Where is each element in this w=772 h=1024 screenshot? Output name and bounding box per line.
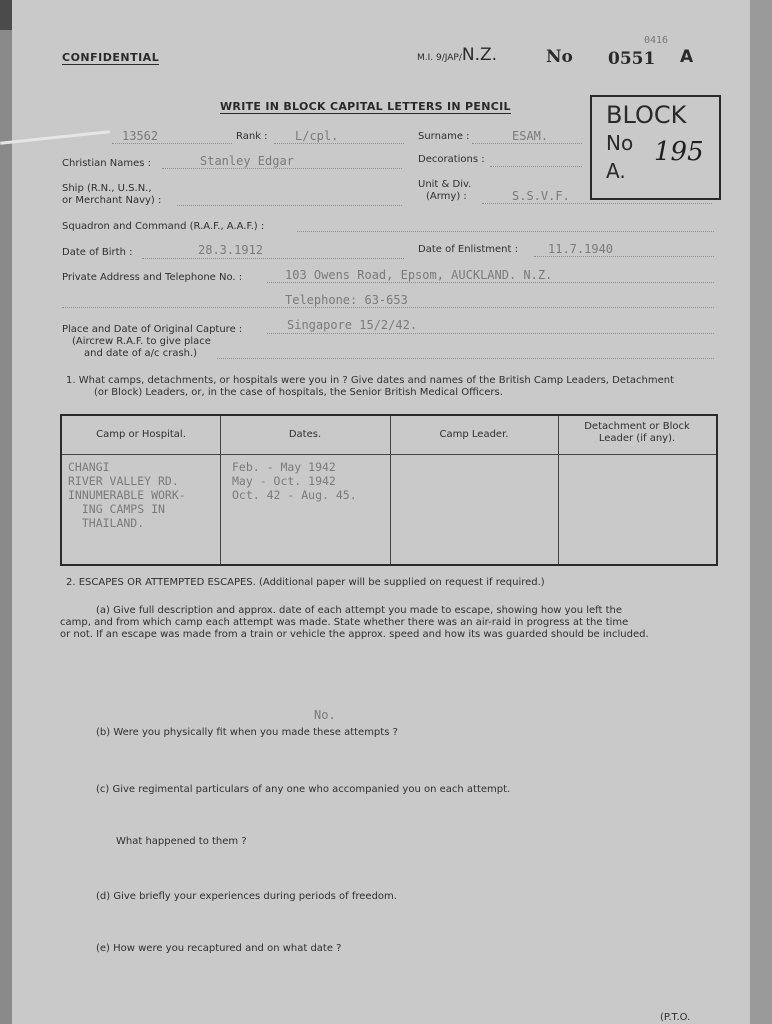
capture-line-2 xyxy=(217,358,714,359)
form-page xyxy=(12,0,750,1024)
unit-value: S.S.V.F. xyxy=(512,189,570,203)
rank-value: L/cpl. xyxy=(295,129,339,143)
country-code: N.Z. xyxy=(461,45,498,65)
table-divider-3 xyxy=(558,416,559,564)
enlistment-label: Date of Enlistment : xyxy=(418,244,518,255)
ship-line xyxy=(177,205,402,206)
question2-title: 2. ESCAPES OR ATTEMPTED ESCAPES. (Additional paper will be supplied on request if required.) xyxy=(66,577,545,588)
capture-value: Singapore 15/2/42. xyxy=(287,318,418,332)
unit-label-line2: (Army) : xyxy=(426,191,467,202)
question1-line1: 1. What camps, detachments, or hospitals were you in ? Give dates and names of the British Camp Leaders, Detachment xyxy=(66,375,675,386)
service-number-line xyxy=(112,143,232,144)
form-ref-code: M.I. 9/JAP/ xyxy=(417,53,462,63)
table-header-camp: Camp or Hospital. xyxy=(96,429,186,440)
rank-label: Rank : xyxy=(236,131,268,142)
number-superscript: 0416 xyxy=(644,35,669,46)
enlistment-value: 11.7.1940 xyxy=(548,242,614,256)
confidential-label: CONFIDENTIAL xyxy=(62,51,160,64)
table-header-detachment-leader: Detachment or Block Leader (if any). xyxy=(584,421,690,444)
capture-label-line2: (Aircrew R.A.F. to give place xyxy=(72,336,211,347)
table-header-divider xyxy=(62,454,716,455)
capture-label-line1: Place and Date of Original Capture : xyxy=(62,324,243,335)
question2b: (b) Were you physically fit when you made these attempts ? xyxy=(96,727,398,738)
question2e: (e) How were you recaptured and on what date ? xyxy=(96,943,342,954)
address-value: 103 Owens Road, Epsom, AUCKLAND. N.Z. xyxy=(285,268,553,282)
camps-table xyxy=(60,414,718,566)
surname-line xyxy=(472,143,582,144)
stamp-a-text: A. xyxy=(606,159,626,183)
christian-names-line xyxy=(162,168,402,169)
rank-line xyxy=(274,143,404,144)
enlistment-line xyxy=(534,256,714,257)
decorations-label: Decorations : xyxy=(418,154,485,165)
ship-label-line2: or Merchant Navy) : xyxy=(62,195,162,206)
table-cell-dates: Feb. - May 1942 May - Oct. 1942 Oct. 42 - Aug. 45. xyxy=(232,460,357,502)
question2c: (c) Give regimental particulars of any one who accompanied you on each attempt. xyxy=(96,784,511,795)
decorations-line xyxy=(490,166,582,167)
capture-label-line3: and date of a/c crash.) xyxy=(84,348,198,359)
squadron-line xyxy=(297,231,714,232)
dob-label: Date of Birth : xyxy=(62,247,133,258)
dob-value: 28.3.1912 xyxy=(198,243,264,257)
telephone-value: Telephone: 63-653 xyxy=(285,293,408,307)
address-line-2 xyxy=(62,307,714,308)
question2a-line1: (a) Give full description and approx. date of each attempt you made to escape, showing how you left the xyxy=(96,605,623,616)
stamp-handwritten-number: 195 xyxy=(654,137,704,167)
christian-names-label: Christian Names : xyxy=(62,158,152,169)
question1-line2: (or Block) Leaders, or, in the case of hospitals, the Senior British Medical Officers. xyxy=(94,387,503,398)
surname-label: Surname : xyxy=(418,131,470,142)
form-reference xyxy=(417,45,497,65)
question2a-line3: or not. If an escape was made from a train or vehicle the approx. speed and how its was guarded should be included. xyxy=(60,629,649,640)
table-header-camp-leader: Camp Leader. xyxy=(439,429,509,440)
unit-label-line1: Unit & Div. xyxy=(418,179,472,190)
address-label: Private Address and Telephone No. : xyxy=(62,272,243,283)
form-number: 0551 xyxy=(608,49,656,69)
number-label: No xyxy=(546,47,573,67)
christian-names-value: Stanley Edgar xyxy=(200,154,294,168)
stamp-block-text: BLOCK xyxy=(606,101,687,129)
dob-line xyxy=(142,258,404,259)
table-header-dates: Dates. xyxy=(288,429,322,440)
binding-string xyxy=(0,130,110,144)
question2c-followup: What happened to them ? xyxy=(116,836,247,847)
block-stamp xyxy=(590,95,721,200)
squadron-label: Squadron and Command (R.A.F., A.A.F.) : xyxy=(62,221,265,232)
table-cell-camps: CHANGI RIVER VALLEY RD. INNUMERABLE WORK- ING CAMPS IN THAILAND. xyxy=(68,460,186,530)
form-suffix: A xyxy=(680,47,694,67)
question2a-answer: No. xyxy=(314,708,336,722)
unit-line xyxy=(482,203,712,204)
page-footer: (P.T.O. xyxy=(660,1012,691,1023)
question2a-line2: camp, and from which camp each attempt was made. State whether there was an air-raid in progress at the time xyxy=(60,617,629,628)
capture-line xyxy=(267,333,714,334)
stamp-no-text: No xyxy=(606,131,634,155)
surname-value: ESAM. xyxy=(512,129,549,143)
right-page-edge xyxy=(750,0,772,1024)
instruction-heading: WRITE IN BLOCK CAPITAL LETTERS IN PENCIL xyxy=(220,100,511,113)
service-number-value: 13562 xyxy=(122,129,159,143)
ship-label-line1: Ship (R.N., U.S.N., xyxy=(62,183,152,194)
address-line xyxy=(267,282,714,283)
question2d: (d) Give briefly your experiences during periods of freedom. xyxy=(96,891,397,902)
